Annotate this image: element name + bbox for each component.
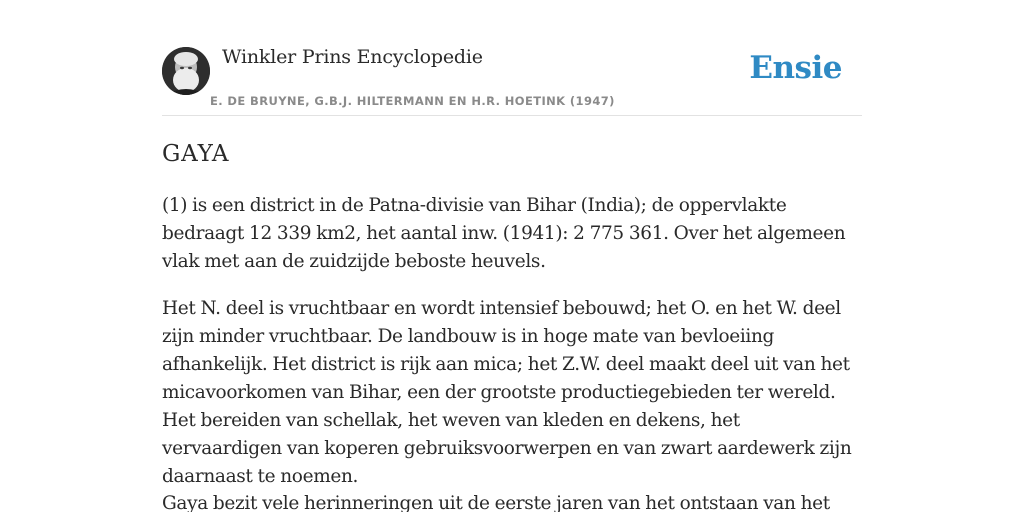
author-avatar[interactable] xyxy=(162,47,210,95)
ensie-logo[interactable]: Ensie xyxy=(749,50,842,86)
publication-title[interactable]: Winkler Prins Encyclopedie xyxy=(222,46,483,68)
page-container xyxy=(162,0,862,512)
entry-paragraph: Het N. deel is vruchtbaar en wordt intensief bebouwd; het O. en het W. deel zijn minder vruchtbaar. De landbouw is in hoge mate van bevloeiing afhankelijk. Het district is rijk aan mica; het Z.W. deel maakt deel uit van het micavoorkomen van Bihar, een der grootste productiegebieden ter wereld. Het bereiden van schellak, het weven van kleden en dekens, het vervaardigen van koperen gebruiksvoorwerpen en van zwart aardewerk zijn daarnaast te noemen. xyxy=(162,298,852,487)
entry-paragraph: Gaya bezit vele herinneringen uit de eerste jaren van het ontstaan van het xyxy=(162,493,830,512)
author-portrait-icon xyxy=(162,47,210,95)
publication-authors: E. DE BRUYNE, G.B.J. HILTERMANN EN H.R. HOETINK (1947) xyxy=(210,94,615,108)
site-header xyxy=(162,0,862,116)
entry-paragraph: (1) is een district in de Patna-divisie van Bihar (India); de oppervlakte bedraagt 12 339 km2, het aantal inw. (1941): 2 775 361. Over het algemeen vlak met aan de zuidzijde beboste heuvels. xyxy=(162,195,846,272)
entry-title: GAYA xyxy=(162,141,230,167)
